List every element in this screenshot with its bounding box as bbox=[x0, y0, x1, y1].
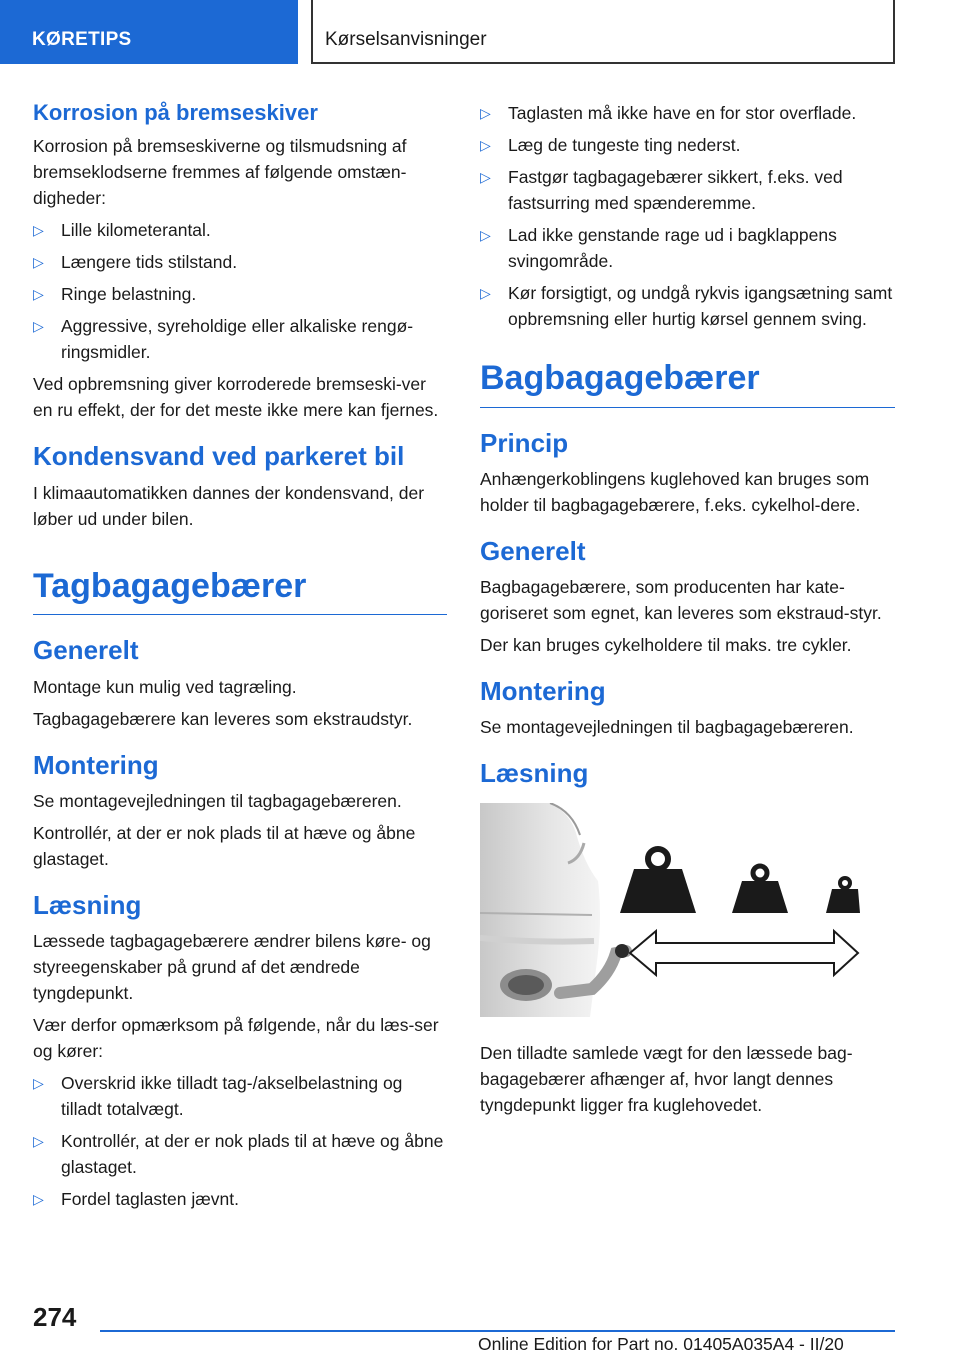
heading-korrosion: Korrosion på bremseskiver bbox=[33, 100, 318, 125]
list-item-text: Ringe belastning. bbox=[61, 284, 197, 305]
list-item bbox=[480, 100, 895, 126]
list-item bbox=[480, 222, 895, 274]
paragraph: I klimaautomatikken dannes der kondensvand, der løber ud under bilen. bbox=[33, 482, 425, 529]
heading-laesning: Læsning bbox=[480, 758, 589, 789]
list-item-text: Aggressive, syreholdige eller alkaliske rengø-ringsmidler. bbox=[61, 316, 414, 363]
paragraph: Tagbagagebærere kan leveres som ekstraudstyr. bbox=[33, 708, 413, 729]
edition-footer: Online Edition for Part no. 01405A035A4 - II/20 bbox=[478, 1334, 844, 1354]
list-item bbox=[33, 1070, 447, 1122]
paragraph: Ved opbremsning giver korroderede bremseski-ver en ru effekt, der for det meste ikke mere kan fjernes. bbox=[33, 374, 439, 421]
list-item-text: Lille kilometerantal. bbox=[61, 220, 211, 241]
triangle-bullet-icon: ▷ bbox=[480, 227, 491, 243]
heading-tagbagagebaerer: Tagbagagebærer bbox=[33, 566, 447, 616]
triangle-bullet-icon: ▷ bbox=[480, 285, 491, 301]
list-korrosion bbox=[33, 217, 447, 365]
list-item bbox=[33, 217, 447, 243]
paragraph: Læssede tagbagagebærere ændrer bilens køre- og styreegenskaber på grund af det ændrede tyngdepunkt. bbox=[33, 930, 431, 1003]
paragraph: Der kan bruges cykelholdere til maks. tre cykler. bbox=[480, 635, 852, 656]
list-item-text: Læg de tungeste ting nederst. bbox=[508, 135, 741, 155]
weight-icon-large bbox=[620, 849, 696, 913]
list-taglast bbox=[480, 100, 895, 332]
triangle-bullet-icon: ▷ bbox=[33, 1132, 44, 1149]
list-item-text: Kør forsigtigt, og undgå rykvis igangsætning samt opbremsning eller hurtig kørsel gennem sving. bbox=[508, 283, 893, 329]
left-column bbox=[33, 100, 447, 1218]
list-item-text: Kontrollér, at der er nok plads til at hæve og åbne glastaget. bbox=[61, 1130, 444, 1177]
paragraph: Bagbagagebærere, som producenten har kate-goriseret som egnet, kan leveres som ekstraud-styr. bbox=[480, 577, 882, 624]
triangle-bullet-icon: ▷ bbox=[33, 318, 44, 335]
list-item bbox=[480, 164, 895, 216]
weight-icon-medium bbox=[732, 866, 788, 913]
section-tab: KØRETIPS bbox=[0, 0, 298, 64]
list-item bbox=[480, 132, 895, 158]
list-item bbox=[33, 313, 447, 365]
list-item-text: Fordel taglasten jævnt. bbox=[61, 1188, 240, 1209]
page-number: 274 bbox=[33, 1302, 77, 1332]
heading-montering: Montering bbox=[480, 676, 606, 707]
triangle-bullet-icon: ▷ bbox=[33, 254, 44, 271]
triangle-bullet-icon: ▷ bbox=[480, 137, 491, 153]
chapter-title: Kørselsanvisninger bbox=[313, 0, 895, 64]
paragraph: Vær derfor opmærksom på følgende, når du læs-ser og kører: bbox=[33, 1014, 439, 1061]
footer-rule bbox=[100, 1330, 895, 1332]
triangle-bullet-icon: ▷ bbox=[480, 105, 491, 121]
list-item-text: Fastgør tagbagagebærer sikkert, f.eks. ved fastsurring med spænderemme. bbox=[508, 167, 843, 213]
paragraph: Korrosion på bremseskiverne og tilsmudsning af bremseklodserne fremmes af følgende omstæn-digheder: bbox=[33, 136, 407, 209]
list-item bbox=[33, 1186, 447, 1212]
heading-kondensvand: Kondensvand ved parkeret bil bbox=[33, 441, 405, 472]
list-item-text: Taglasten må ikke have en for stor overflade. bbox=[508, 103, 857, 123]
paragraph: Den tilladte samlede vægt for den læssede bag-bagagebærer afhænger af, hvor langt dennes tyngdepunkt ligger fra kuglehovedet. bbox=[480, 1042, 853, 1115]
paragraph: Kontrollér, at der er nok plads til at hæve og åbne glastaget. bbox=[33, 822, 416, 869]
list-item bbox=[33, 1128, 447, 1180]
rear-carrier-weight-illustration bbox=[480, 803, 860, 1017]
list-laesning bbox=[33, 1070, 447, 1212]
heading-princip: Princip bbox=[480, 427, 569, 458]
triangle-bullet-icon: ▷ bbox=[33, 286, 44, 303]
paragraph: Se montagevejledningen til bagbagagebæreren. bbox=[480, 717, 854, 738]
paragraph: Anhængerkoblingens kuglehoved kan bruges som holder til bagbagagebærere, f.eks. cykelhol-dere. bbox=[480, 468, 870, 515]
triangle-bullet-icon: ▷ bbox=[33, 222, 44, 239]
list-item bbox=[480, 280, 895, 332]
triangle-bullet-icon: ▷ bbox=[33, 1190, 44, 1207]
weight-icon-small bbox=[826, 878, 860, 913]
paragraph: Se montagevejledningen til tagbagagebæreren. bbox=[33, 790, 402, 811]
paragraph: Montage kun mulig ved tagræling. bbox=[33, 676, 297, 697]
list-item bbox=[33, 281, 447, 307]
heading-generelt: Generelt bbox=[33, 635, 139, 666]
double-arrow bbox=[630, 931, 858, 975]
list-item-text: Lad ikke genstande rage ud i bagklappens svingområde. bbox=[508, 225, 837, 271]
list-item-text: Længere tids stilstand. bbox=[61, 252, 238, 273]
list-item-text: Overskrid ikke tilladt tag-/akselbelastning og tilladt totalvægt. bbox=[61, 1072, 403, 1119]
triangle-bullet-icon: ▷ bbox=[480, 169, 491, 185]
heading-bagbagagebaerer: Bagbagagebærer bbox=[480, 358, 895, 408]
list-item bbox=[33, 249, 447, 275]
heading-montering: Montering bbox=[33, 749, 159, 780]
triangle-bullet-icon: ▷ bbox=[33, 1074, 44, 1091]
heading-generelt: Generelt bbox=[480, 535, 586, 566]
heading-laesning: Læsning bbox=[33, 889, 142, 920]
right-column bbox=[480, 100, 895, 1124]
